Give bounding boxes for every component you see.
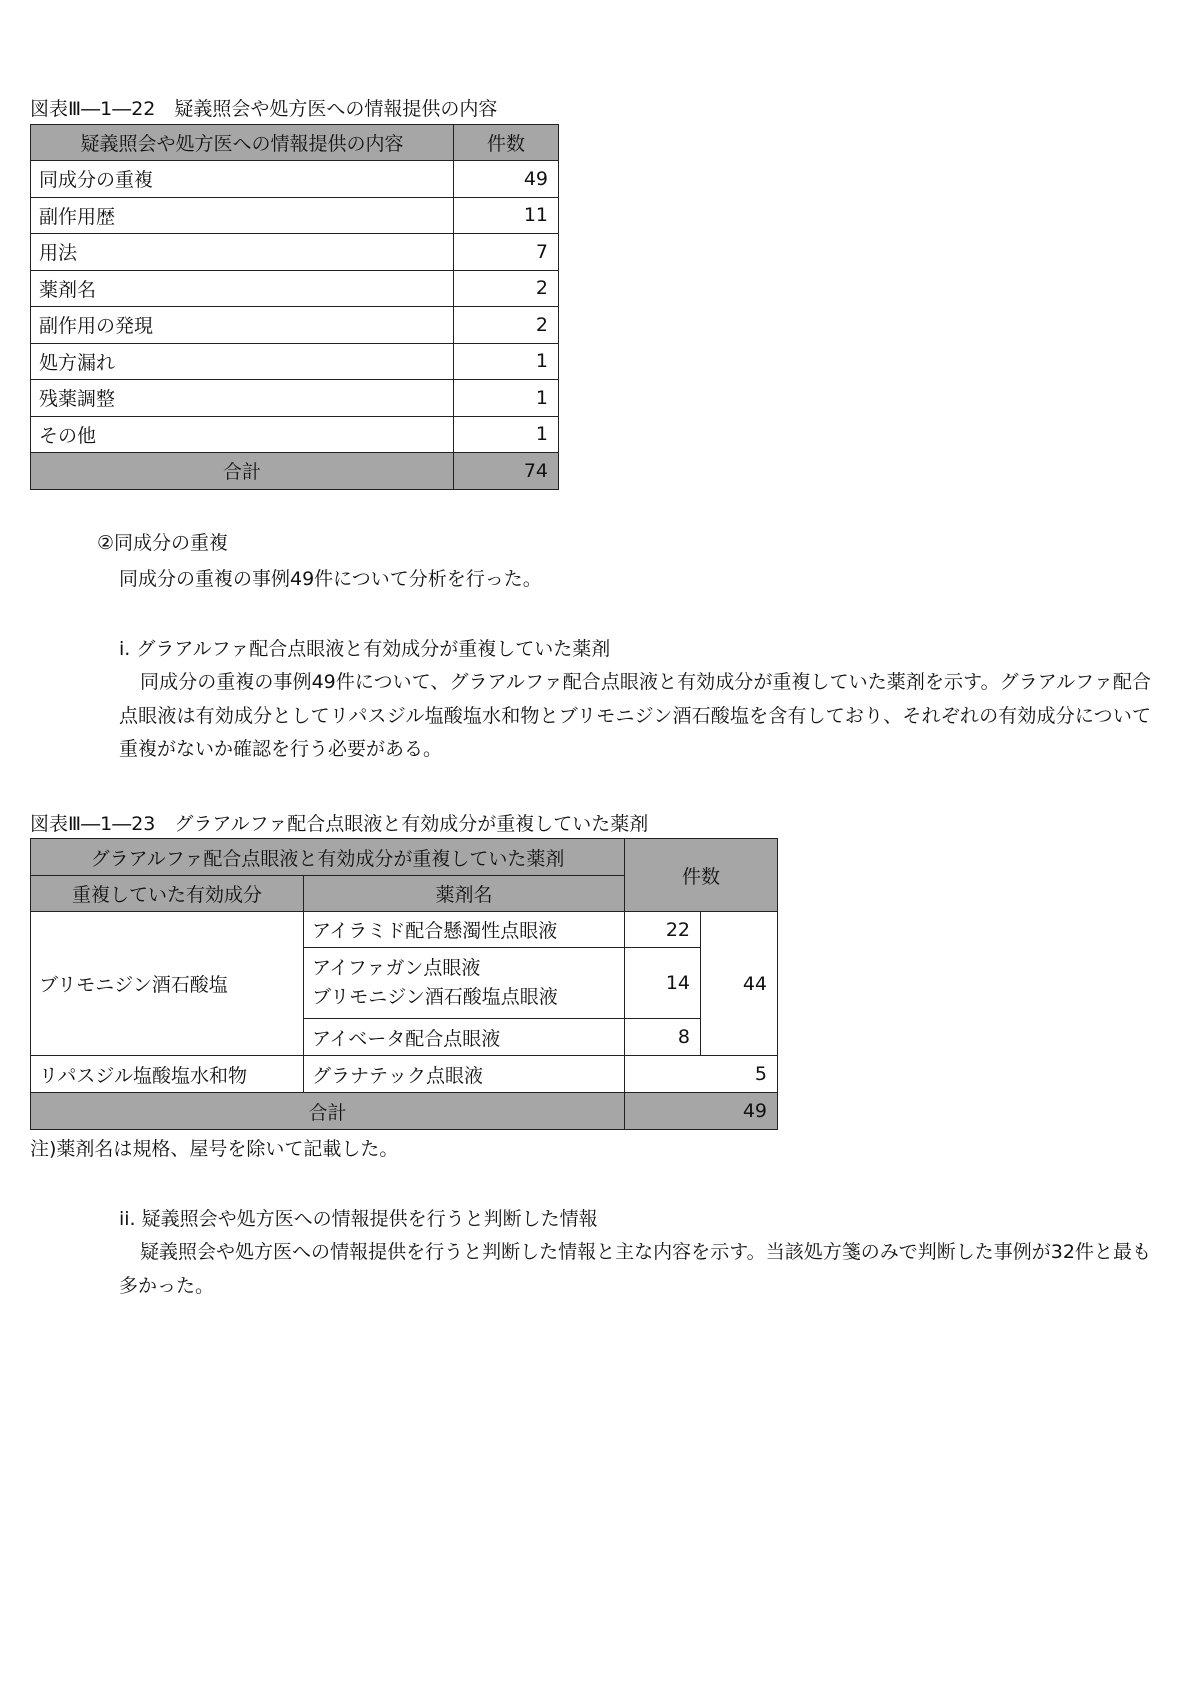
table1-header-content: 疑義照会や処方医への情報提供の内容	[31, 125, 454, 161]
table-row	[31, 197, 559, 234]
table1	[30, 124, 559, 490]
ingredient-cell: リパスジル塩酸塩水和物	[31, 1056, 304, 1093]
row-count: 2	[454, 270, 559, 307]
row-label: 副作用の発現	[31, 307, 454, 344]
drug-name-line: ブリモニジン酒石酸塩点眼液	[312, 986, 558, 1008]
table-row	[31, 234, 559, 271]
table2	[30, 838, 778, 1130]
total-count: 74	[454, 453, 559, 490]
drug-count: 8	[625, 1019, 701, 1056]
subsection-i-text: 同成分の重複の事例49件について、グラアルファ配合点眼液と有効成分が重複していた薬剤を示す。グラアルファ配合点眼液は有効成分としてリパスジル塩酸塩水和物とブリモニジン酒石酸塩を含有しており、それぞれの有効成分について重複がないか確認を行う必要がある。	[119, 671, 1151, 760]
row-count: 7	[454, 234, 559, 271]
row-label: 同成分の重複	[31, 161, 454, 198]
table2-note: 注)薬剤名は規格、屋号を除いて記載した。	[30, 1138, 399, 1160]
table-row	[31, 161, 559, 198]
total-count: 49	[625, 1093, 778, 1130]
drug-name: アイベータ配合点眼液	[304, 1019, 625, 1056]
table2-header-ingredient: 重複していた有効成分	[31, 876, 304, 912]
table-row	[31, 270, 559, 307]
row-count: 2	[454, 307, 559, 344]
row-count: 11	[454, 197, 559, 234]
row-label: 用法	[31, 234, 454, 271]
table-row	[31, 307, 559, 344]
subsection-i-heading: i. グラアルファ配合点眼液と有効成分が重複していた薬剤	[119, 638, 611, 660]
total-label: 合計	[31, 453, 454, 490]
subsection-ii-text: 疑義照会や処方医への情報提供を行うと判断した情報と主な内容を示す。当該処方箋のみで判断した事例が32件と最も多かった。	[119, 1241, 1151, 1297]
row-count: 1	[454, 343, 559, 380]
table-row	[31, 1056, 778, 1093]
row-count: 1	[454, 380, 559, 417]
row-label: 残薬調整	[31, 380, 454, 417]
table-row	[31, 912, 778, 948]
row-label: 処方漏れ	[31, 343, 454, 380]
table-row	[31, 380, 559, 417]
table2-header-count: 件数	[625, 839, 778, 912]
row-count: 49	[454, 161, 559, 198]
drug-name-line: アイファガン点眼液	[312, 957, 481, 979]
ingredient-subtotal: 44	[701, 912, 778, 1056]
drug-name: アイラミド配合懸濁性点眼液	[304, 912, 625, 948]
table-row	[31, 343, 559, 380]
section-heading: ②同成分の重複	[97, 532, 229, 554]
row-count: 1	[454, 416, 559, 453]
row-label: その他	[31, 416, 454, 453]
total-label: 合計	[31, 1093, 625, 1130]
drug-count: 5	[625, 1056, 778, 1093]
section-intro: 同成分の重複の事例49件について分析を行った。	[119, 568, 542, 590]
drug-count: 14	[625, 948, 701, 1019]
table2-caption: 図表Ⅲ―1―23 グラアルファ配合点眼液と有効成分が重複していた薬剤	[30, 813, 649, 835]
table1-total-row	[31, 453, 559, 490]
table1-caption: 図表Ⅲ―1―22 疑義照会や処方医への情報提供の内容	[30, 98, 498, 120]
drug-name: グラナテック点眼液	[304, 1056, 625, 1093]
table2-total-row	[31, 1093, 778, 1130]
row-label: 薬剤名	[31, 270, 454, 307]
table-row	[31, 416, 559, 453]
row-label: 副作用歴	[31, 197, 454, 234]
table2-header-group: グラアルファ配合点眼液と有効成分が重複していた薬剤	[31, 839, 625, 876]
drug-count: 22	[625, 912, 701, 948]
table1-header-count: 件数	[454, 125, 559, 161]
ingredient-cell: ブリモニジン酒石酸塩	[31, 912, 304, 1056]
drug-name	[304, 948, 625, 1019]
table2-header-drug: 薬剤名	[304, 876, 625, 912]
subsection-ii-heading: ii. 疑義照会や処方医への情報提供を行うと判断した情報	[119, 1208, 598, 1230]
